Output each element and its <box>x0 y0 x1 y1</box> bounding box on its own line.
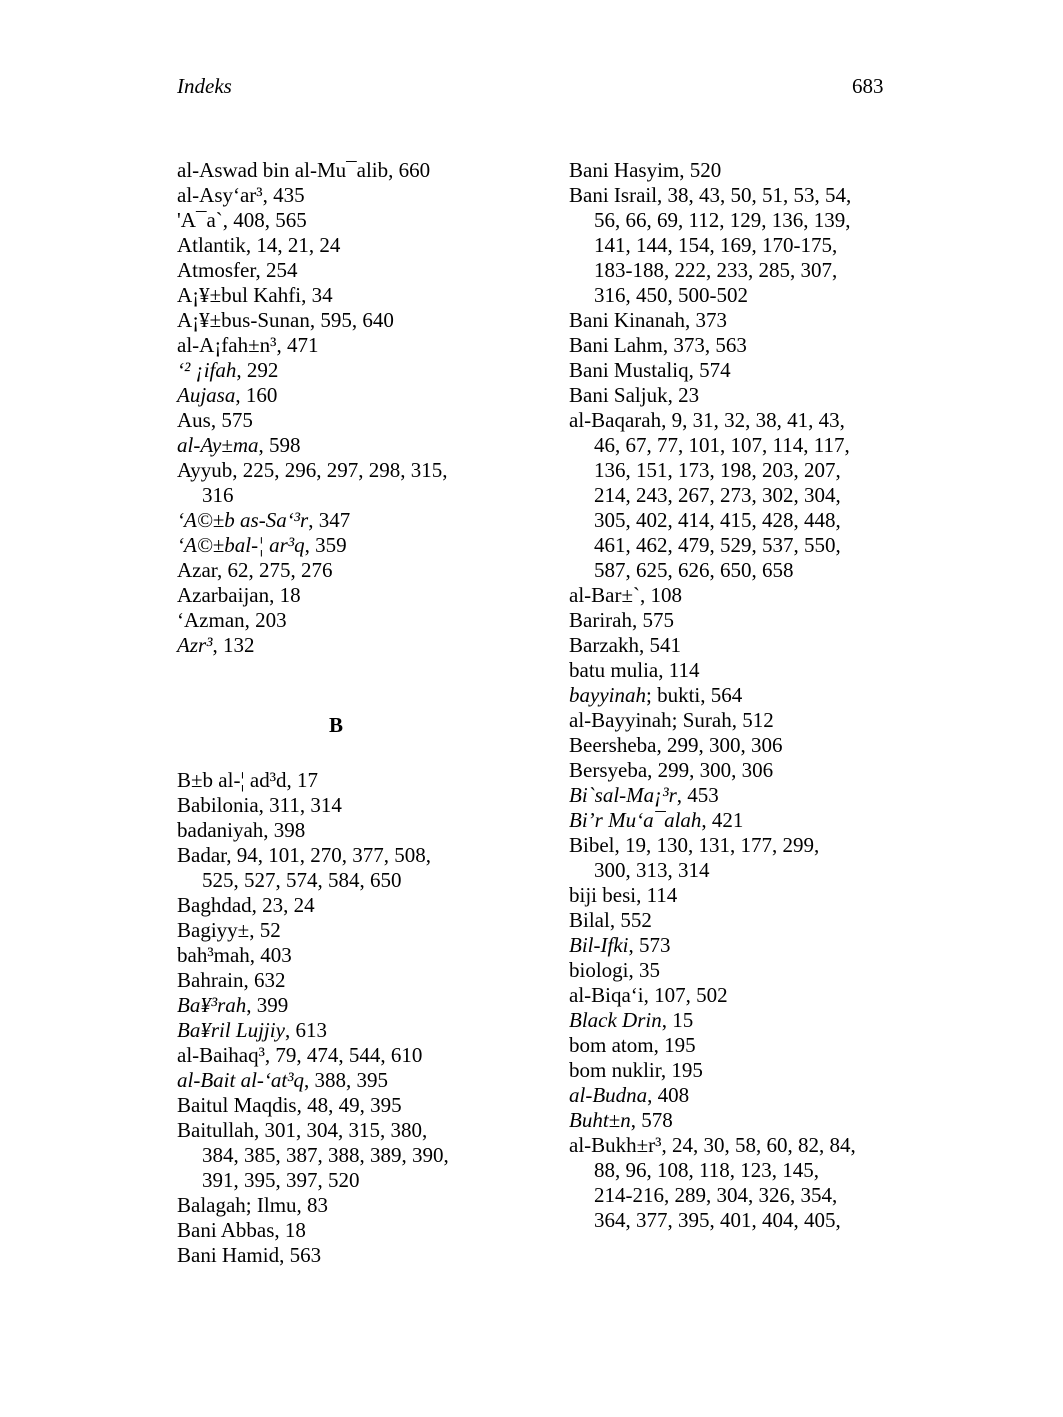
index-entry <box>177 968 449 993</box>
index-entry-text: Balagah; Ilmu, 83 <box>177 1193 329 1217</box>
index-entry-text: Baitul Maqdis, 48, 49, 395 <box>177 1093 402 1117</box>
index-entry-text: , 408 <box>647 1083 690 1107</box>
index-entry <box>569 983 856 1008</box>
index-entry <box>177 843 449 868</box>
index-entry <box>569 333 856 358</box>
index-entry <box>569 308 856 333</box>
index-entry-text: , 453 <box>676 783 719 807</box>
index-entry-continuation <box>569 483 856 508</box>
index-entry-text: Bani Hasyim, 520 <box>569 158 722 182</box>
index-entry <box>569 1133 856 1158</box>
index-entry-text: , 573 <box>628 933 671 957</box>
index-entry-text: al-Bar±`, 108 <box>569 583 682 607</box>
index-entry-text: 136, 151, 173, 198, 203, 207, <box>594 458 841 482</box>
index-entry-text: biji besi, 114 <box>569 883 678 907</box>
index-entry <box>177 383 449 408</box>
index-entry <box>177 633 449 658</box>
index-entry <box>177 258 449 283</box>
index-entry-text: al-Bayyinah; Surah, 512 <box>569 708 774 732</box>
index-entry <box>569 733 856 758</box>
index-entry-text: bom nuklir, 195 <box>569 1058 703 1082</box>
index-entry-text: Bilal, 552 <box>569 908 652 932</box>
index-entry-text: , 292 <box>236 358 279 382</box>
index-entry-text: 461, 462, 479, 529, 537, 550, <box>594 533 841 557</box>
index-entry <box>569 758 856 783</box>
index-entry <box>569 633 856 658</box>
index-entry-text: 46, 67, 77, 101, 107, 114, 117, <box>594 433 850 457</box>
index-entry <box>177 1093 449 1118</box>
index-entry-text: 384, 385, 387, 388, 389, 390, <box>202 1143 449 1167</box>
index-entry <box>569 183 856 208</box>
index-entry <box>569 958 856 983</box>
index-term-italic: Bil-Ifki <box>569 933 629 957</box>
index-entry-text: Bersyeba, 299, 300, 306 <box>569 758 774 782</box>
index-entry <box>569 383 856 408</box>
index-entry-continuation <box>569 508 856 533</box>
index-entry <box>569 933 856 958</box>
index-entry-text: bom atom, 195 <box>569 1033 696 1057</box>
index-entry <box>177 918 449 943</box>
index-entry-text: , 388, 395 <box>304 1068 389 1092</box>
index-entry-text: 316, 450, 500-502 <box>594 283 748 307</box>
index-entry <box>177 1243 449 1268</box>
index-entry-text: 316 <box>202 483 234 507</box>
index-entry <box>569 1008 856 1033</box>
index-entry-text: , 132 <box>212 633 255 657</box>
index-entry <box>569 883 856 908</box>
index-entry-text: A¡¥±bul Kahfi, 34 <box>177 283 333 307</box>
index-entry-text: Azarbaijan, 18 <box>177 583 301 607</box>
index-entry <box>569 658 856 683</box>
index-entry <box>569 1083 856 1108</box>
index-entries-b <box>177 768 449 1268</box>
index-term-italic: al-Ay±ma <box>177 433 259 457</box>
index-entry <box>177 408 449 433</box>
index-entry <box>177 433 449 458</box>
index-term-italic: Aujasa <box>177 383 236 407</box>
section-letter-heading: B <box>329 713 344 737</box>
index-term-italic: Buht±n <box>569 1108 631 1132</box>
index-entry-text: B±b al-¦ ad³d, 17 <box>177 768 319 792</box>
index-entry <box>569 608 856 633</box>
index-entry <box>569 683 856 708</box>
index-entry-continuation <box>569 1183 856 1208</box>
index-entry <box>569 783 856 808</box>
index-column-right <box>569 158 856 1233</box>
index-entry <box>177 458 449 483</box>
index-entry <box>177 508 449 533</box>
index-entry-text: Bani Abbas, 18 <box>177 1218 306 1242</box>
index-entry-text: 88, 96, 108, 118, 123, 145, <box>594 1158 819 1182</box>
index-entry-text: al-Baqarah, 9, 31, 32, 38, 41, 43, <box>569 408 845 432</box>
index-entry-text: Bani Hamid, 563 <box>177 1243 322 1267</box>
index-entry-text: Badar, 94, 101, 270, 377, 508, <box>177 843 432 867</box>
index-entry-text: Bibel, 19, 130, 131, 177, 299, <box>569 833 820 857</box>
index-entry-text: Baghdad, 23, 24 <box>177 893 315 917</box>
index-entry-text: Beersheba, 299, 300, 306 <box>569 733 783 757</box>
index-entry <box>177 608 449 633</box>
index-entry <box>177 1068 449 1093</box>
index-entry-text: , 399 <box>246 993 289 1017</box>
index-entry-text: Baitullah, 301, 304, 315, 380, <box>177 1118 428 1142</box>
index-entry <box>177 583 449 608</box>
index-term-italic: Bi`sal-Ma¡³r <box>569 783 677 807</box>
index-entry <box>177 208 449 233</box>
index-entry-text: 364, 377, 395, 401, 404, 405, <box>594 1208 841 1232</box>
index-entry-text: 'A¯a`, 408, 565 <box>177 208 307 232</box>
index-entry-text: A¡¥±bus-Sunan, 595, 640 <box>177 308 394 332</box>
index-entry-continuation <box>569 533 856 558</box>
index-entry <box>177 283 449 308</box>
index-entry-text: 391, 395, 397, 520 <box>202 1168 360 1192</box>
index-entry <box>177 333 449 358</box>
index-entry <box>177 993 449 1018</box>
index-entry-continuation <box>569 433 856 458</box>
index-entry <box>177 533 449 558</box>
index-entry-text: , 347 <box>308 508 351 532</box>
index-entry-text: Bani Lahm, 373, 563 <box>569 333 747 357</box>
index-entry-text: , 578 <box>630 1108 673 1132</box>
index-term-italic: bayyinah <box>569 683 646 707</box>
index-term-italic: Azr³ <box>177 633 213 657</box>
index-entry <box>569 1033 856 1058</box>
index-term-italic: ‘A©±b as-Sa‘³r <box>177 508 309 532</box>
index-entry-text: Bani Kinanah, 373 <box>569 308 728 332</box>
index-entry-text: Atlantik, 14, 21, 24 <box>177 233 341 257</box>
index-entry-text: , 613 <box>284 1018 327 1042</box>
index-entry-text: 141, 144, 154, 169, 170-175, <box>594 233 838 257</box>
index-entry-continuation <box>569 208 856 233</box>
index-entry <box>569 1058 856 1083</box>
index-term-italic: Ba¥ril Lujjiy <box>177 1018 285 1042</box>
index-entry-continuation <box>569 558 856 583</box>
index-entry <box>177 233 449 258</box>
index-entry <box>569 708 856 733</box>
index-entry-text: bah³mah, 403 <box>177 943 292 967</box>
index-entry <box>177 1118 449 1143</box>
index-entry <box>177 158 449 183</box>
index-entry <box>177 558 449 583</box>
index-entry-text: al-Baihaq³, 79, 474, 544, 610 <box>177 1043 423 1067</box>
index-entry-continuation <box>177 483 449 508</box>
index-entry-text: al-A¡fah±n³, 471 <box>177 333 319 357</box>
index-entry-text: , 598 <box>258 433 301 457</box>
index-entry-text: badaniyah, 398 <box>177 818 306 842</box>
index-entry <box>177 793 449 818</box>
index-entry-continuation <box>569 283 856 308</box>
index-entry-text: Aus, 575 <box>177 408 253 432</box>
index-entry <box>177 1043 449 1068</box>
index-entry <box>177 358 449 383</box>
index-entry-text: Bani Mustaliq, 574 <box>569 358 731 382</box>
index-entry <box>569 808 856 833</box>
index-entry-text: , 421 <box>701 808 744 832</box>
index-entry-text: Babilonia, 311, 314 <box>177 793 342 817</box>
index-entry <box>569 908 856 933</box>
index-entry-continuation <box>569 1208 856 1233</box>
index-entry-continuation <box>569 458 856 483</box>
index-entry <box>569 583 856 608</box>
index-entry <box>569 358 856 383</box>
index-term-italic: ‘² ¡ifah <box>177 358 237 382</box>
index-entry-text: Azar, 62, 275, 276 <box>177 558 333 582</box>
index-entry-continuation <box>177 1168 449 1193</box>
index-entry-continuation <box>569 233 856 258</box>
index-entry-text: , 359 <box>304 533 347 557</box>
index-term-italic: Black Drin <box>569 1008 662 1032</box>
index-entry <box>177 183 449 208</box>
index-entry <box>569 1108 856 1133</box>
index-entry-continuation <box>177 1143 449 1168</box>
index-entry-text: Atmosfer, 254 <box>177 258 298 282</box>
running-header-title: Indeks <box>177 74 232 98</box>
index-entry-continuation <box>569 258 856 283</box>
index-entry <box>177 818 449 843</box>
index-entry-continuation <box>177 868 449 893</box>
index-term-italic: Bi’r Mu‘a¯alah <box>569 808 702 832</box>
index-entry-text: 305, 402, 414, 415, 428, 448, <box>594 508 841 532</box>
index-entry-text: , 15 <box>661 1008 694 1032</box>
index-term-italic: Ba¥³rah <box>177 993 247 1017</box>
index-term-italic: ‘A©±bal-¦ ar³q <box>177 533 305 557</box>
page-number: 683 <box>852 74 884 98</box>
index-entry-text: Barzakh, 541 <box>569 633 681 657</box>
index-entry-text: Bagiyy±, 52 <box>177 918 281 942</box>
section-spacer <box>177 658 449 713</box>
section-spacer <box>177 738 449 768</box>
index-entry-text: Bani Israil, 38, 43, 50, 51, 53, 54, <box>569 183 852 207</box>
index-entry-text: batu mulia, 114 <box>569 658 700 682</box>
index-entry-text: 56, 66, 69, 112, 129, 136, 139, <box>594 208 851 232</box>
index-entry <box>569 833 856 858</box>
index-entries-right <box>569 158 856 1233</box>
index-entry <box>177 308 449 333</box>
index-entry-text: 214-216, 289, 304, 326, 354, <box>594 1183 838 1207</box>
index-entry-text: , 160 <box>235 383 278 407</box>
index-entry-text: al-Aswad bin al-Mu¯alib, 660 <box>177 158 431 182</box>
index-entry-continuation <box>569 1158 856 1183</box>
index-entry-text: al-Biqa‘i, 107, 502 <box>569 983 728 1007</box>
index-entry <box>177 768 449 793</box>
index-entry-text: Ayyub, 225, 296, 297, 298, 315, <box>177 458 448 482</box>
index-entry-text: Barirah, 575 <box>569 608 674 632</box>
index-entries-a <box>177 158 449 658</box>
index-entry <box>177 1018 449 1043</box>
index-entry <box>177 1193 449 1218</box>
index-entry <box>569 158 856 183</box>
index-entry <box>177 893 449 918</box>
index-entry-text: 300, 313, 314 <box>594 858 710 882</box>
index-entry-text: al-Bukh±r³, 24, 30, 58, 60, 82, 84, <box>569 1133 856 1157</box>
index-column-left <box>177 158 449 1268</box>
index-entry-text: 214, 243, 267, 273, 302, 304, <box>594 483 841 507</box>
index-term-italic: al-Budna <box>569 1083 648 1107</box>
index-entry-text: al-Asy‘ar³, 435 <box>177 183 305 207</box>
index-entry-text: ‘Azman, 203 <box>177 608 287 632</box>
index-term-italic: al-Bait al-‘at³q <box>177 1068 305 1092</box>
index-entry-text: Bani Saljuk, 23 <box>569 383 700 407</box>
index-entry-text: 183-188, 222, 233, 285, 307, <box>594 258 838 282</box>
index-entry <box>569 408 856 433</box>
index-entry-text: 525, 527, 574, 584, 650 <box>202 868 402 892</box>
index-entry-text: 587, 625, 626, 650, 658 <box>594 558 794 582</box>
index-entry-text: biologi, 35 <box>569 958 661 982</box>
index-entry <box>177 943 449 968</box>
index-entry-text: Bahrain, 632 <box>177 968 286 992</box>
index-entry-text: ; bukti, 564 <box>645 683 743 707</box>
index-entry-continuation <box>569 858 856 883</box>
index-entry <box>177 1218 449 1243</box>
